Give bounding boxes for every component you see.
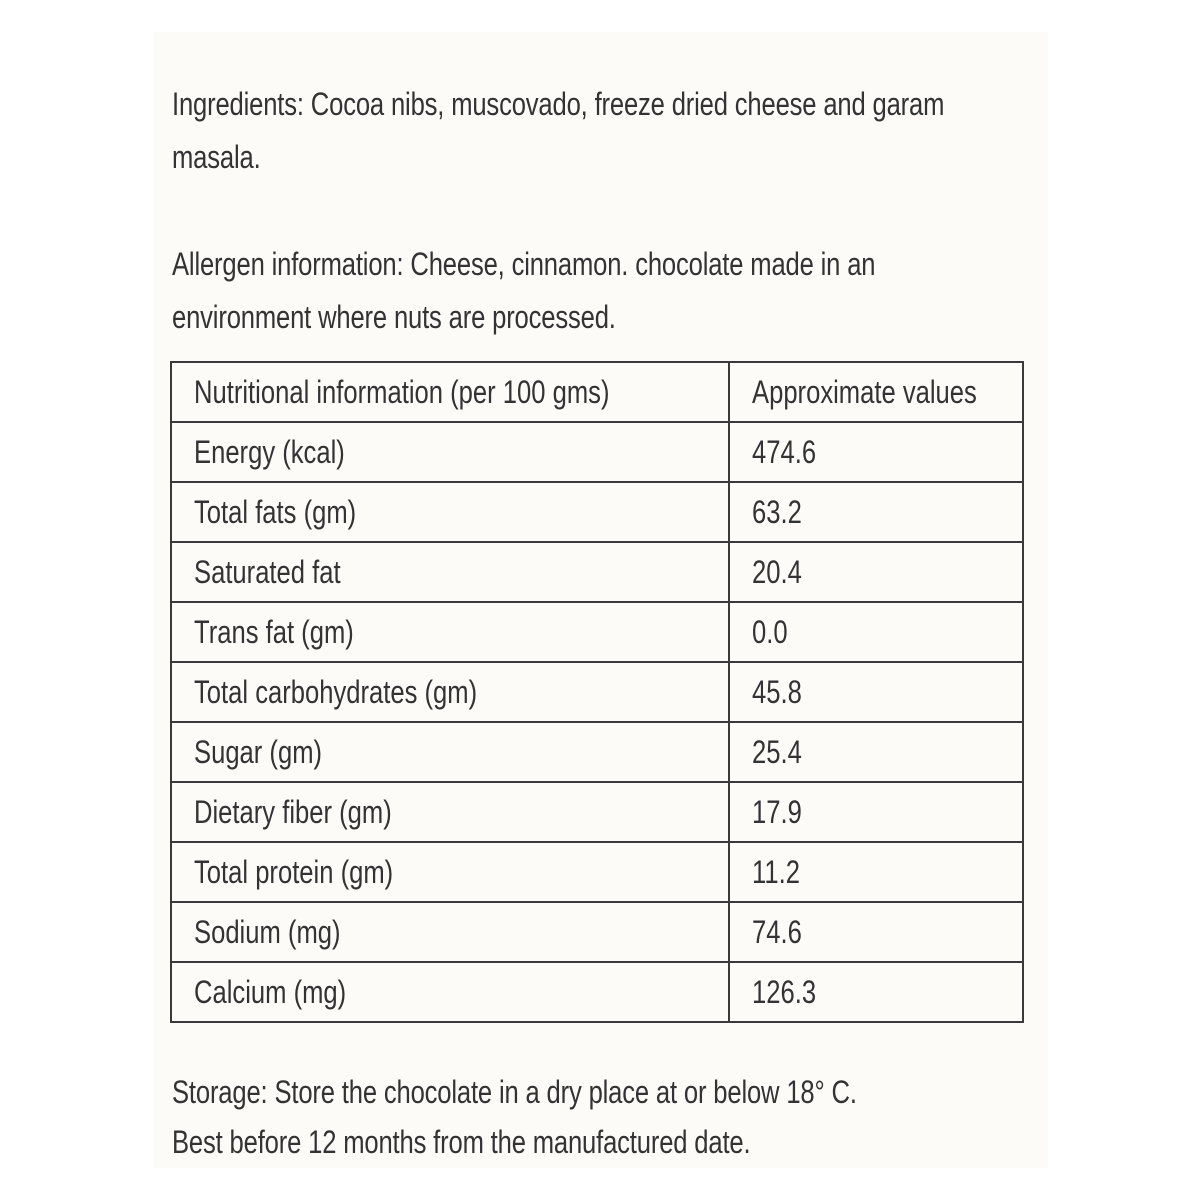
ingredients-line-2: masala. — [172, 139, 261, 175]
nutrient-value: 20.4 — [729, 542, 1023, 602]
allergen-line-2: environment where nuts are processed. — [172, 299, 616, 335]
nutrient-value: 126.3 — [729, 962, 1023, 1022]
table-row — [171, 542, 1023, 602]
nutrient-label: Trans fat (gm) — [171, 602, 729, 662]
nutrition-header-label: Nutritional information (per 100 gms) — [171, 362, 729, 422]
nutrient-label: Dietary fiber (gm) — [171, 782, 729, 842]
nutrient-label: Energy (kcal) — [171, 422, 729, 482]
nutrition-table — [170, 361, 1024, 1023]
nutrition-header-row — [171, 362, 1023, 422]
nutrient-value: 474.6 — [729, 422, 1023, 482]
table-row — [171, 662, 1023, 722]
table-row — [171, 722, 1023, 782]
nutrient-value: 74.6 — [729, 902, 1023, 962]
nutrient-label: Sugar (gm) — [171, 722, 729, 782]
nutrient-value: 0.0 — [729, 602, 1023, 662]
product-info-card — [154, 32, 1048, 1168]
allergen-text — [172, 238, 875, 344]
nutrient-value: 45.8 — [729, 662, 1023, 722]
nutrient-label: Total protein (gm) — [171, 842, 729, 902]
nutrient-label: Calcium (mg) — [171, 962, 729, 1022]
nutrient-label: Sodium (mg) — [171, 902, 729, 962]
table-row — [171, 962, 1023, 1022]
table-row — [171, 422, 1023, 482]
table-row — [171, 602, 1023, 662]
storage-line-1: Storage: Store the chocolate in a dry place at or below 18° C. — [172, 1074, 857, 1110]
nutrient-value: 17.9 — [729, 782, 1023, 842]
table-row — [171, 902, 1023, 962]
table-row — [171, 842, 1023, 902]
nutrient-value: 25.4 — [729, 722, 1023, 782]
nutrition-header-value: Approximate values — [729, 362, 1023, 422]
allergen-line-1: Allergen information: Cheese, cinnamon. chocolate made in an — [172, 246, 876, 282]
storage-text — [172, 1067, 857, 1167]
nutrient-label: Total carbohydrates (gm) — [171, 662, 729, 722]
ingredients-line-1: Ingredients: Cocoa nibs, muscovado, freeze dried cheese and garam — [172, 86, 945, 122]
ingredients-text — [172, 78, 944, 184]
storage-line-2: Best before 12 months from the manufactured date. — [172, 1124, 751, 1160]
nutrient-label: Total fats (gm) — [171, 482, 729, 542]
nutrient-label: Saturated fat — [171, 542, 729, 602]
nutrient-value: 11.2 — [729, 842, 1023, 902]
table-row — [171, 482, 1023, 542]
nutrient-value: 63.2 — [729, 482, 1023, 542]
table-row — [171, 782, 1023, 842]
